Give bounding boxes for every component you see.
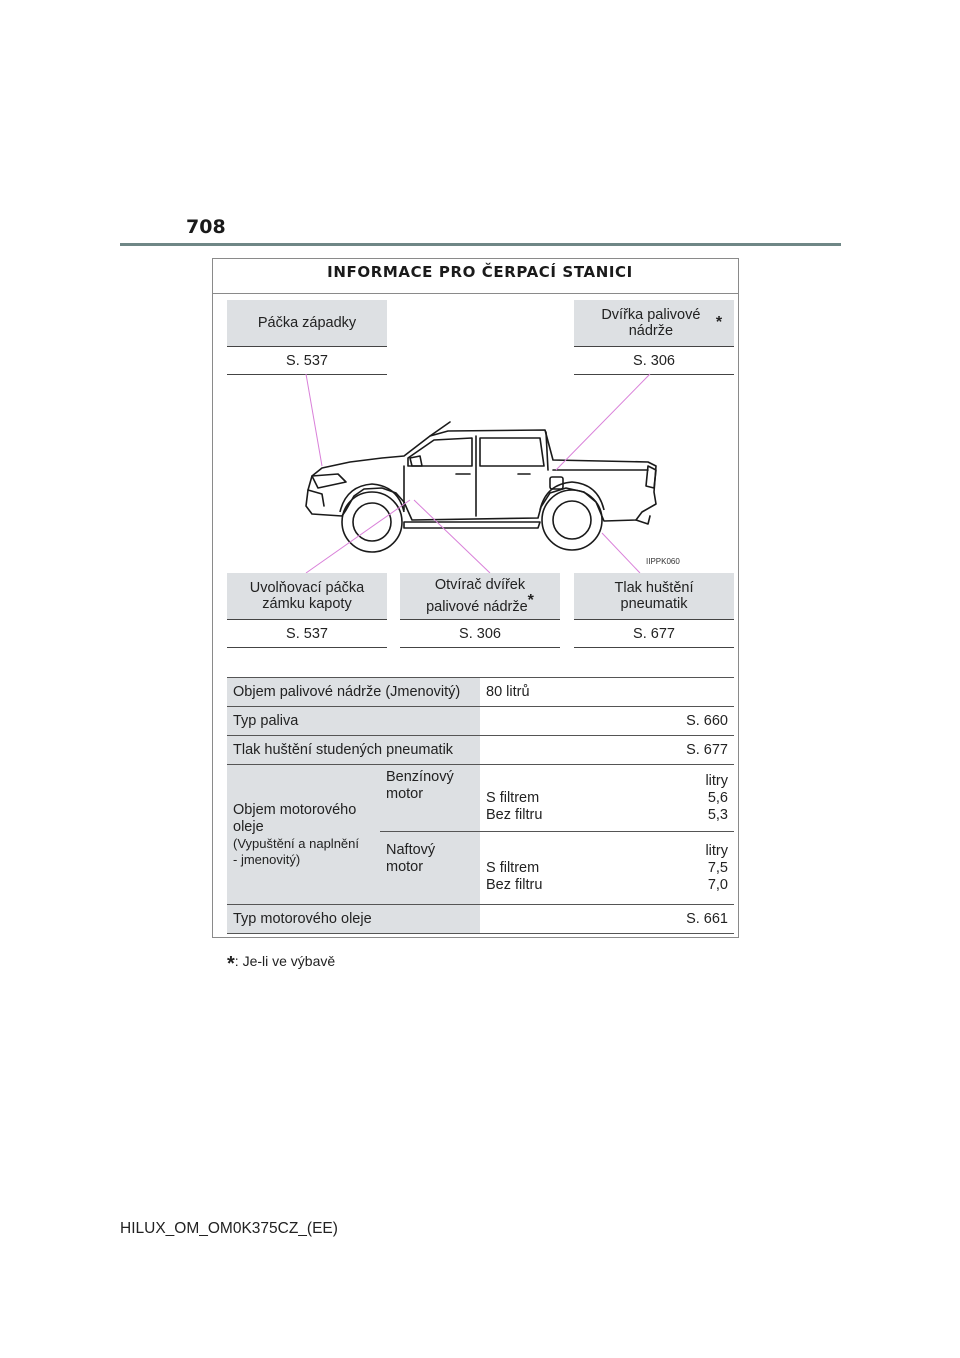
callout-label-line: pneumatik xyxy=(620,596,688,612)
callout-label xyxy=(400,573,560,619)
callout-ref: S. 537 xyxy=(227,346,387,375)
oil-unit: litry xyxy=(705,842,728,859)
page-number: 708 xyxy=(186,216,226,238)
document-code: HILUX_OM_OM0K375CZ_(EE) xyxy=(120,1220,338,1237)
callout-ref: S. 677 xyxy=(574,619,734,648)
oil-filter-label: Bez filtru xyxy=(486,876,543,893)
callout-ref: S. 537 xyxy=(227,619,387,648)
callout-label: Páčka západky xyxy=(227,300,387,346)
spec-label: Objem palivové nádrže (Jmenovitý) xyxy=(227,678,480,707)
engine-type-line: motor xyxy=(386,786,424,802)
oil-note-line: (Vypuštění a naplnění xyxy=(233,835,359,851)
oil-filter-label: Bez filtru xyxy=(486,806,543,823)
oil-capacity-gasoline xyxy=(480,765,734,832)
oil-note-line: - jmenovitý) xyxy=(233,851,301,867)
table-row xyxy=(227,736,734,765)
engine-type-line: Naftový xyxy=(386,842,436,858)
callout-ref: S. 306 xyxy=(400,619,560,648)
engine-type-line: motor xyxy=(386,859,424,875)
callout-ref: S. 306 xyxy=(574,346,734,375)
oil-filter-label: S filtrem xyxy=(486,859,540,876)
callout-label xyxy=(227,573,387,619)
table-row xyxy=(227,678,734,707)
oil-filter-label: S filtrem xyxy=(486,789,540,806)
callout-label-line: zámku kapoty xyxy=(262,596,352,612)
footnote-text: : Je-li ve výbavě xyxy=(234,953,336,969)
spec-value: S. 677 xyxy=(480,736,734,765)
spec-label: Typ motorového oleje xyxy=(227,905,480,934)
asterisk-mark: * xyxy=(527,592,534,609)
callout-label-line: palivové nádrže xyxy=(426,599,528,615)
oil-unit: litry xyxy=(705,772,728,789)
footnote-asterisk: * xyxy=(227,953,235,975)
spec-value: S. 660 xyxy=(480,707,734,736)
frame-title: INFORMACE PRO ČERPACÍ STANICI xyxy=(327,263,633,281)
oil-filter-value: 5,6 xyxy=(707,789,728,806)
specs-table xyxy=(227,677,734,934)
callout-label xyxy=(574,573,734,619)
table-row xyxy=(227,905,734,934)
spec-value: S. 661 xyxy=(480,905,734,934)
engine-type-diesel xyxy=(380,832,480,905)
engine-type-line: Benzínový xyxy=(386,769,454,785)
callout-label-text: Dvířka palivové nádrže xyxy=(601,307,701,339)
oil-filter-value: 7,0 xyxy=(707,876,728,893)
asterisk-mark: * xyxy=(715,314,723,331)
spec-label: Typ paliva xyxy=(227,707,480,736)
oil-label-line: Objem motorového xyxy=(233,801,357,818)
table-row xyxy=(227,707,734,736)
oil-label-line: oleje xyxy=(233,818,264,835)
image-code: IIPPK060 xyxy=(646,557,680,566)
engine-type-gasoline xyxy=(380,765,480,832)
callout-label-line: Tlak huštění xyxy=(614,580,694,596)
spec-value: 80 litrů xyxy=(480,678,734,707)
callout-label-line: Otvírač dvířek xyxy=(434,577,526,593)
callout-hood-release xyxy=(227,573,387,648)
spec-label xyxy=(227,765,380,905)
oil-filter-value: 5,3 xyxy=(707,806,728,823)
callout-tire-pressure xyxy=(574,573,734,648)
oil-filter-value: 7,5 xyxy=(707,859,728,876)
callout-label-line: Uvolňovací páčka xyxy=(249,580,365,596)
spec-label: Tlak huštění studených pneumatik xyxy=(227,736,480,765)
table-row xyxy=(227,765,734,832)
oil-capacity-diesel xyxy=(480,832,734,905)
callout-fuel-opener xyxy=(400,573,560,648)
footnote xyxy=(227,953,335,976)
